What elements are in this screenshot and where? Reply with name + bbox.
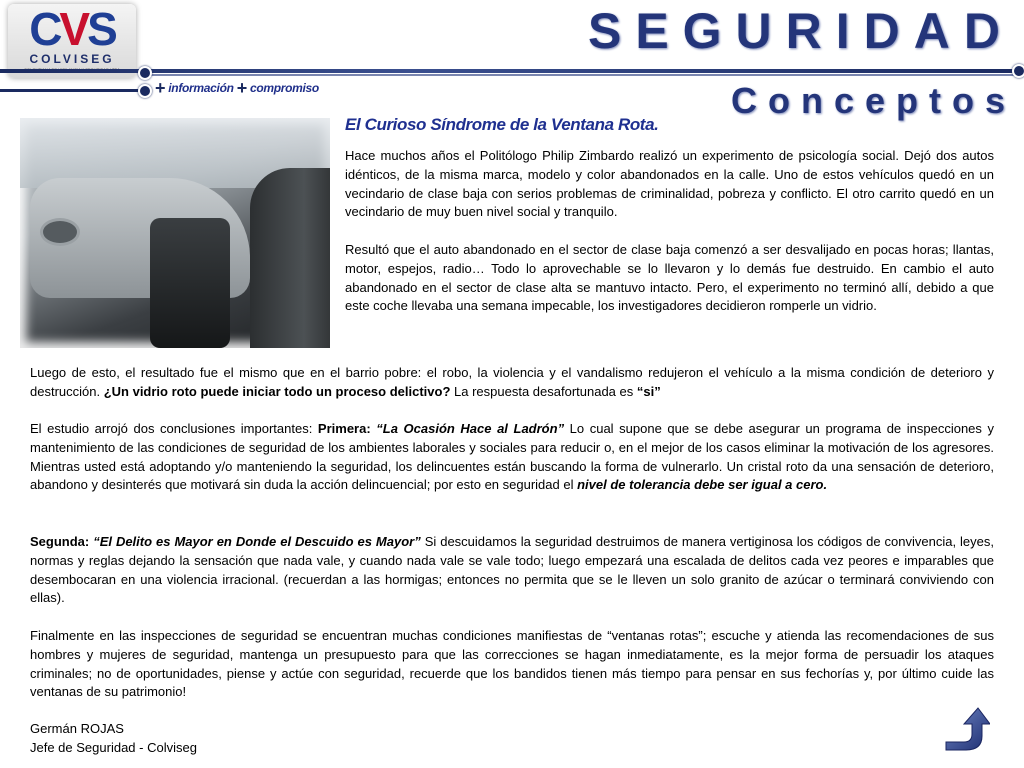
question-text: ¿Un vidrio roto puede iniciar todo un proceso delictivo?: [103, 383, 451, 399]
header-dot: [1012, 64, 1024, 78]
page-subtitle: Conceptos: [730, 80, 1016, 121]
plus-icon: +: [155, 78, 166, 98]
paragraph-2: Resultó que el auto abandonado en el sector de clase baja comenzó a ser desvalijado en pocas horas; llantas, motor, espejos, radio… Todo lo aprovechable se lo llevaron y lo demás fue destruido. En cambio el auto abandonado en el sector de clase alta se mantuvo intacto. Pero, el experimento no terminó allí, debido a que este coche llevaba una semana impecable, los investigadores decidieron romperle un vidrio.: [345, 242, 994, 314]
header-dot: [138, 84, 152, 98]
first-conclusion: “La Ocasión Hace al Ladrón”: [370, 421, 565, 436]
paragraph-5: Segunda: “El Delito es Mayor en Donde el Descuido es Mayor” Si descuidamos la seguridad destruimos de manera vertiginosa los códigos de convivencia, leyes, normas y reglas dejando la sensación que nada vale, y cuando nada vale se vale todo; luego empezará una escalada de delitos cada vez peores e imparables que desembocaran en una violencia irracional. (recuerdan a las hormigas; entonces no permita que se le lleven un solo granito de azúcar o terminará conviviendo con ellas).: [30, 534, 994, 606]
tolerance-text: nivel de tolerancia debe ser igual a cero.: [577, 477, 828, 493]
header-rule: [0, 69, 1024, 73]
paragraph-1: Hace muchos años el Politólogo Philip Zimbardo realizó un experimento de psicología social. Dejó dos autos idénticos, de la misma marca, modelo y color abandonados en la calle. Uno de estos vehículos quedó en un vecindario de clase baja con serios problemas de criminalidad, pobreza y conflicto. El otro carrito quedó en un vecindario de muy buen nivel social y tranquilo.: [345, 148, 994, 220]
return-arrow-icon[interactable]: [942, 706, 990, 756]
tagline: [155, 78, 319, 99]
header-dot: [138, 66, 152, 80]
logo-name: COLVISEG: [29, 52, 115, 66]
tagline-info: información: [168, 81, 234, 95]
first-label: Primera:: [317, 421, 371, 436]
colviseg-logo: [8, 4, 136, 78]
paragraph-6: Finalmente en las inspecciones de seguridad se encuentran muchas condiciones manifiestas de “ventanas rotas”; escuche y atienda las recomendaciones de sus hombres y mujeres de seguridad, mantenga un presupuesto para que las correcciones se hagan inmediatamente, es la mejor forma de persuadir los ataques criminales; no de oportunidades, piense y actúe con seguridad, recuerde que los bandidos tienen más tiempo para pensar en sus fechorías y, por último cuide las ventanas de su patrimonio!: [30, 628, 994, 700]
broken-car-window-photo: [20, 118, 330, 348]
paragraph-4: El estudio arrojó dos conclusiones importantes: Primera: “La Ocasión Hace al Ladrón” Lo cual supone que se debe asegurar un programa de inspecciones y mantenimiento de las condiciones de seguridad de los ambientes laborales y sociales para reducir o, en el mejor de los casos eliminar la motivación de los agresores. Mientras usted está adoptando y/o manteniendo la seguridad, los delincuentes están buscando la forma de vulnerarlo. Un cristal roto da una sensación de deterioro, abandono y desinterés que motivará sin duda la acción delincuencial; por esto en seguridad el nivel de tolerancia debe ser igual a cero.: [30, 421, 994, 493]
paragraph-3: Luego de esto, el resultado fue el mismo que en el barrio pobre: el robo, la violencia y el vandalismo redujeron el vehículo a la misma condición de deterioro y destrucción. ¿Un vidrio roto puede iniciar todo un proceso delictivo? La respuesta desafortunada es “si”: [30, 365, 994, 399]
plus-icon: +: [236, 78, 247, 98]
author-name: Germán ROJAS: [30, 721, 124, 736]
second-conclusion: “El Delito es Mayor en Donde el Descuido es Mayor”: [89, 534, 421, 549]
answer-text: “si”: [636, 383, 661, 399]
author-role: Jefe de Seguridad - Colviseg: [30, 740, 197, 755]
tagline-commitment: compromiso: [249, 81, 319, 95]
logo-mark: CVS: [29, 3, 115, 55]
header-rule-left: [0, 89, 150, 92]
article-title: El Curioso Síndrome de la Ventana Rota.: [345, 115, 659, 134]
page-title: SEGURIDAD: [587, 3, 1014, 59]
second-label: Segunda:: [30, 534, 90, 549]
header-rule-top: [150, 74, 1024, 76]
